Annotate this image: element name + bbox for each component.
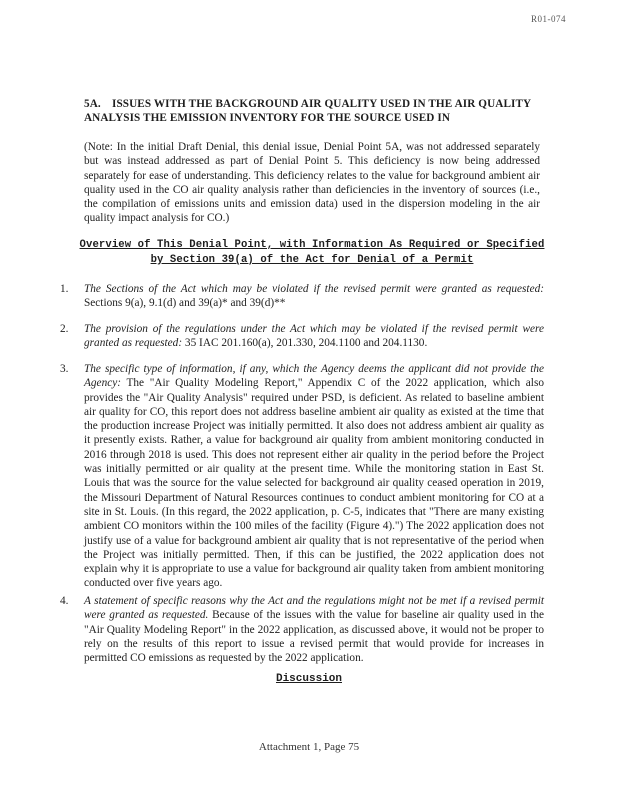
item-lead: The Sections of the Act which may be violated if the revised permit were granted as requested:: [84, 283, 544, 295]
overview-heading: Overview of This Denial Point, with Information As Required or Specified by Section 39(a) of the Act for Denial of a Permit: [79, 239, 545, 266]
page-id: R01-074: [531, 14, 566, 24]
section-heading: [84, 97, 536, 125]
page-footer: Attachment 1, Page 75: [258, 741, 360, 753]
item-text: Because of the issues with the value for baseline air quality used in the "Air Quality Modeling Report" in the 2022 application, as discussed above, it would not be proper to rely on the results of this report to issue a revised permit that would provide for increases in permitted CO emissions as requested by the 2022 application.: [84, 609, 544, 665]
list-item: [60, 322, 544, 351]
item-lead: The specific type of information, if any, which the Agency deems the applicant did not provide the Agency:: [84, 363, 544, 390]
list-item: [60, 362, 544, 591]
item-lead: The provision of the regulations under the Act which may be violated if the revised permit were granted as requested:: [84, 323, 544, 350]
section-number: 5A.: [84, 98, 101, 110]
item-text: 35 IAC 201.160(a), 201.330, 204.1100 and 204.1130.: [182, 337, 428, 350]
item-number: 4.: [60, 595, 69, 607]
note-paragraph: (Note: In the initial Draft Denial, this denial issue, Denial Point 5A, was not addressed separately but was instead addressed as part of Denial Point 5. This deficiency is now being addressed separately for ease of understanding. This deficiency relates to the value for background ambient air quality used in the CO air quality analysis rather than deficiencies in the inventory of sources (i.e., the compilation of emissions units and emission data) used in the dispersion modeling in the air quality impact analysis for CO.): [84, 141, 540, 225]
item-number: 2.: [60, 323, 69, 335]
item-text: The "Air Quality Modeling Report," Appendix C of the 2022 application, which also provides the "Air Quality Analysis" required under PSD, is deficient. As related to baseline ambient air quality for CO, this report does not address baseline ambient air quality as existed at the time that the production increase Project was initially permitted. It also does not address ambient air quality as it presently exists. Rather, a value for background air quality from ambient monitoring conducted in 2016 through 2018 is used. This does not represent either air quality in the period before the Project was initially permitted or air quality at the present time. While the monitoring station in East St. Louis that was the source for the value selected for background air quality ceased operation in 2019, the Missouri Department of Natural Resources continues to conduct ambient monitoring for CO at a site in St. Louis. (In this regard, the 2022 application, p. C-5, indicates that "There are many existing ambient CO monitors within the 100 miles of the facility (Figure 4).") The 2022 application does not justify use of a value for background ambient air quality that is not representative of the period when the Project was initially permitted. Then, if this can be justified, the 2022 application does not explain why it is appropriate to use a value for background air quality taken from ambient monitoring conducted over five years ago.: [84, 377, 544, 590]
section-title: ISSUES WITH THE BACKGROUND AIR QUALITY USED IN THE AIR QUALITY ANALYSIS THE EMISSION INVENTORY FOR THE SOURCE USED IN: [84, 98, 531, 124]
item-number: 1.: [60, 283, 69, 295]
list-item: [60, 594, 544, 665]
discussion-heading: Discussion: [275, 673, 342, 685]
list-item: [60, 282, 544, 311]
item-lead: A statement of specific reasons why the Act and the regulations might not be met if a revised permit were granted as requested.: [84, 595, 544, 622]
item-text: Sections 9(a), 9.1(d) and 39(a)* and 39(d)**: [84, 297, 286, 310]
item-number: 3.: [60, 363, 69, 375]
